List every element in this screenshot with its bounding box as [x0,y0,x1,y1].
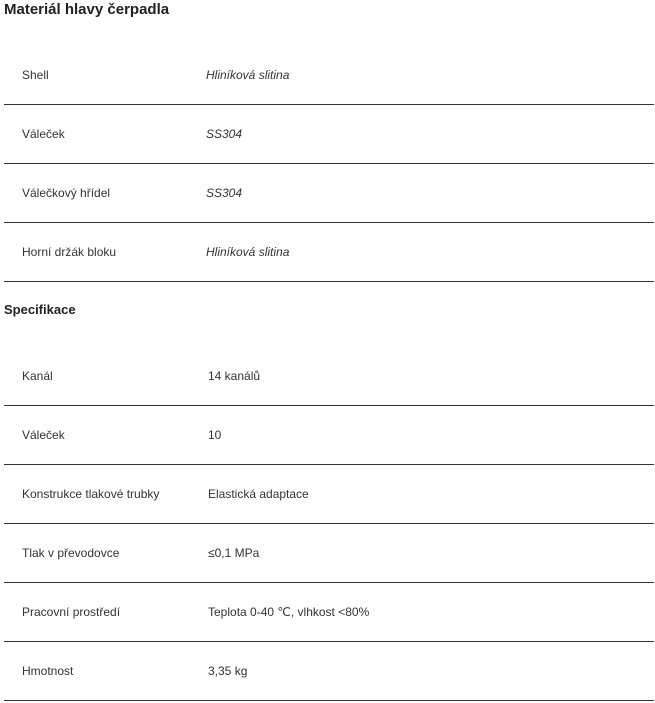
section-title-specifications: Specifikace [4,302,76,317]
specifications-table [4,347,654,701]
pump-head-material-table [4,46,654,282]
row-label: Shell [4,46,206,105]
row-value: 10 [208,406,654,465]
table-row [4,583,654,642]
table-row [4,642,654,701]
row-label: Válečkový hřídel [4,164,206,223]
table-row [4,164,654,223]
table-row [4,223,654,282]
row-label: Pracovní prostředí [4,583,208,642]
row-label: Hmotnost [4,642,208,701]
row-label: Horní držák bloku [4,223,206,282]
row-value: Hliníková slitina [206,46,654,105]
row-label: Konstrukce tlakové trubky [4,465,208,524]
row-value: Teplota 0-40 ℃, vlhkost <80% [208,583,654,642]
row-value: 14 kanálů [208,347,654,406]
row-value: ≤0,1 MPa [208,524,654,583]
table-row [4,46,654,105]
row-value: SS304 [206,105,654,164]
table-row [4,406,654,465]
row-value: 3,35 kg [208,642,654,701]
table-row [4,524,654,583]
section-title-pump-head-material: Materiál hlavy čerpadla [4,1,170,18]
row-label: Tlak v převodovce [4,524,208,583]
row-label: Váleček [4,406,208,465]
table-row [4,347,654,406]
row-label: Váleček [4,105,206,164]
row-value: Elastická adaptace [208,465,654,524]
row-value: SS304 [206,164,654,223]
row-label: Kanál [4,347,208,406]
row-value: Hliníková slitina [206,223,654,282]
table-row [4,105,654,164]
table-row [4,465,654,524]
